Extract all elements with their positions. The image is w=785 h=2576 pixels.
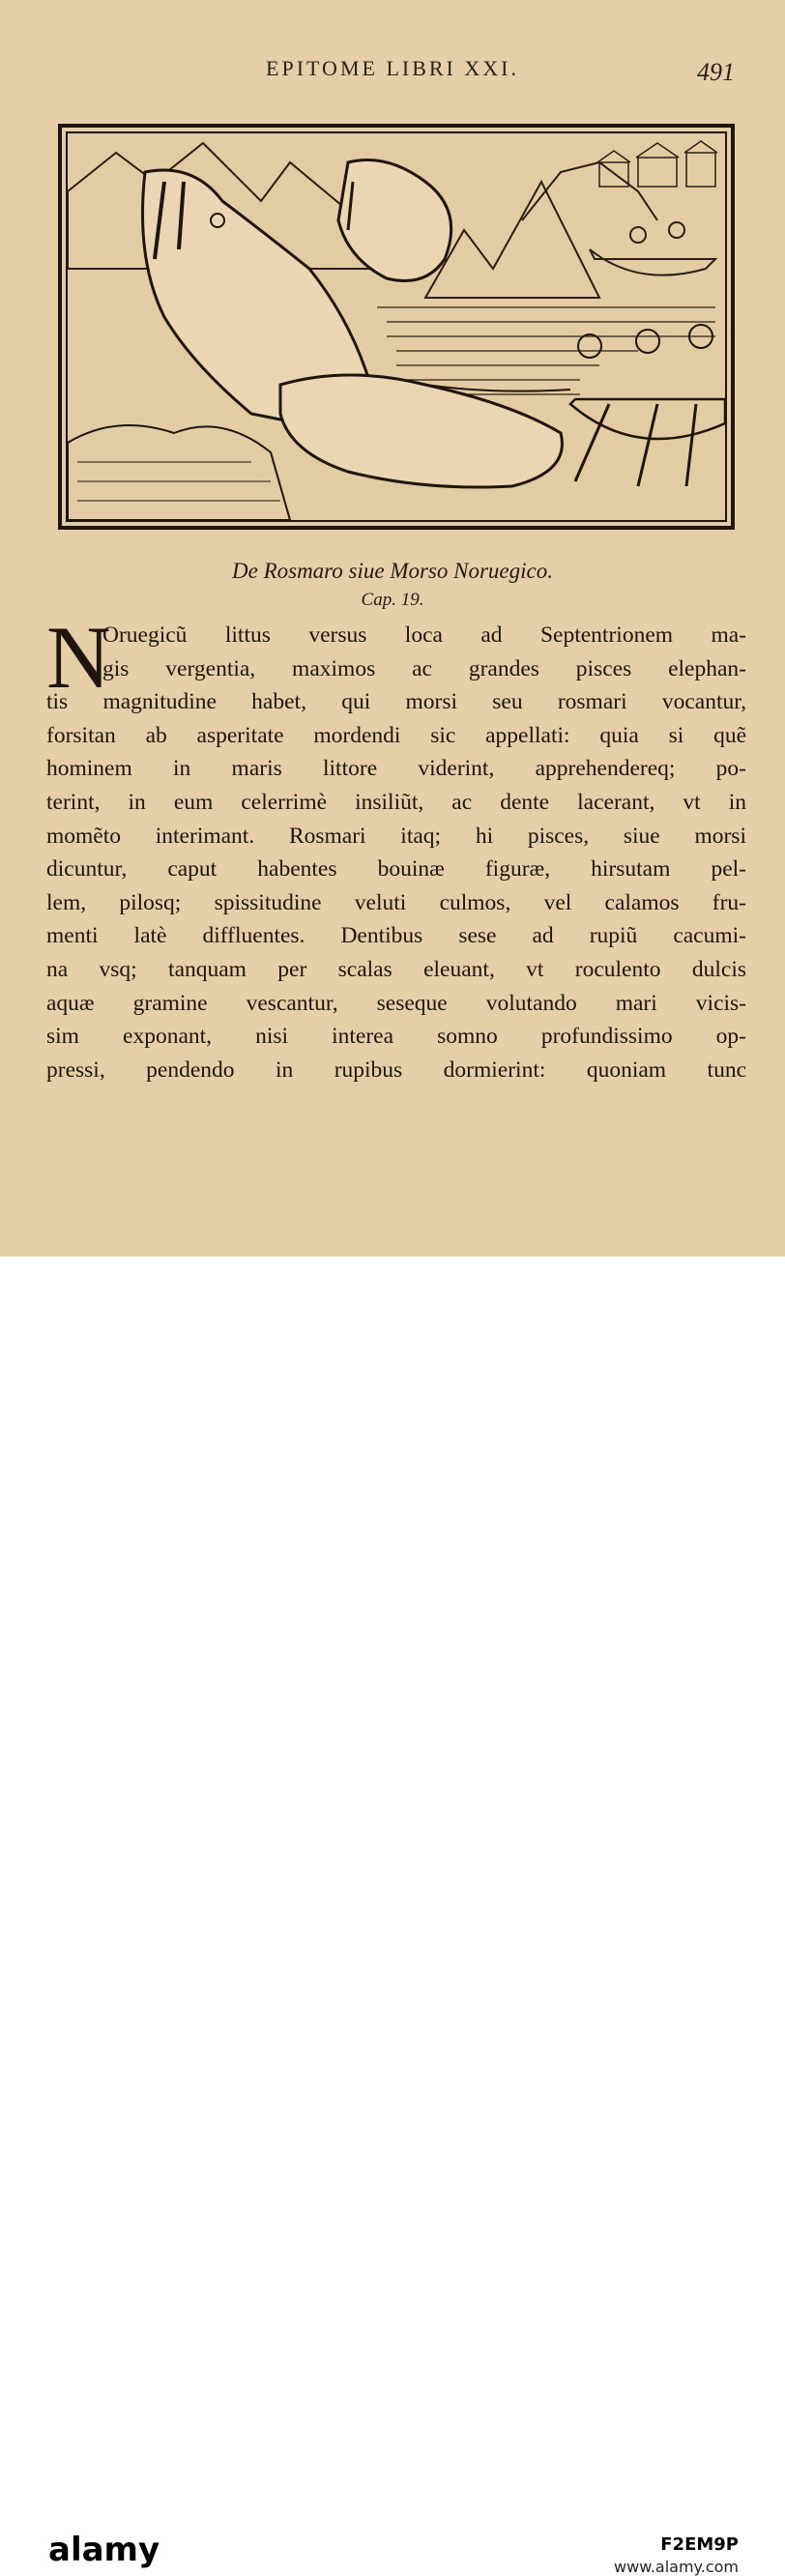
text-line: terint, in eum celerrimè insiliũt, ac dente lacerant, vt in [46,789,746,815]
body-text [46,608,746,1086]
drop-cap: N [46,608,111,707]
text-line: pressi, pendendo in rupibus dormierint: quoniam tunc [46,1056,746,1083]
text-line: lem, pilosq; spissitudine veluti culmos, vel calamos fru- [46,889,746,915]
figure-caption: De Rosmaro siue Morso Noruegico. [232,559,553,583]
text-line: gis vergentia, maximos ac grandes pisces elephan- [102,655,746,681]
watermark-footer [0,1257,785,2576]
woodcut-illustration [58,124,735,530]
book-page [0,0,785,1257]
chapter-label: Cap. 19. [361,590,424,610]
text-line: dicuntur, caput habentes bouinæ figuræ, hirsutam pel- [46,856,746,883]
text-line: forsitan ab asperitate mordendi sic appellati: quia si quẽ [46,722,746,748]
text-line: na vsq; tanquam per scalas eleuant, vt roculento dulcis [46,956,746,982]
text-line: aquæ gramine vescantur, seseque volutando mari vicis- [46,990,746,1016]
brand-logo: alamy [48,2531,160,2569]
text-line: menti latè diffluentes. Dentibus sese ad rupiũ cacumi- [46,923,746,949]
text-line: momẽto interimant. Rosmari itaq; hi pisces, siue morsi [46,823,746,849]
text-line: hominem in maris littore viderint, apprehendereq; po- [46,756,746,782]
site-url: www.alamy.com [614,2558,739,2576]
page-number: 491 [697,58,735,86]
text-line: Oruegicũ littus versus loca ad Septentrionem ma- [102,622,746,648]
running-title: EPITOME LIBRI XXI. [266,56,519,80]
text-line: sim exponant, nisi interea somno profundissimo op- [46,1024,746,1050]
text-line: tis magnitudine habet, qui morsi seu rosmari vocantur, [46,689,746,715]
image-id: F2EM9P [660,2534,739,2555]
